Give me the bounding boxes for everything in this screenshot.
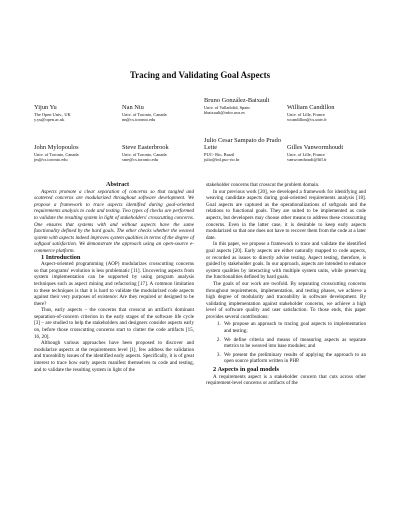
right-column	[206, 182, 366, 387]
body-paragraph: Aspect-oriented programming (AOP) modularizes crosscutting concerns so that programs' evolution is less problematic [11]. Uncovering aspects from system implementation can be supported by using program analysis techniques such as aspect mining and refactoring [17]. A common limitation to these techniques is that it is hard to validate the modularized code aspects against their very purposes of existence: Are they required or designed to be there?	[34, 261, 194, 307]
author-affiliation: PUC- Rio, Brazil	[204, 152, 235, 157]
contribution-list	[206, 321, 366, 365]
author-email: bbaixauli@infor.uva.es	[204, 110, 245, 115]
author-block	[122, 104, 202, 122]
author-name: Bruno González-Baixauli	[204, 97, 270, 104]
list-item: 3. We present the preliminary results of applying the approach to an open source platform written in PHP.	[222, 352, 366, 365]
author-name: Nan Niu	[122, 104, 144, 111]
paper-title: Tracing and Validating Goal Aspects	[129, 70, 271, 80]
section-heading-aspects: 2 Aspects in goal models	[213, 366, 280, 374]
author-affiliation: Univ. of Lille, France	[287, 112, 325, 117]
author-name: William Candillon	[287, 104, 335, 111]
author-email: julio@inf.puc-rio.br	[204, 157, 240, 162]
author-block	[34, 144, 116, 162]
abstract-text: Aspects promote a clear separation of concerns so that tangled and scattered concerns are modularized throughout software development. We propose a framework to trace aspects identified during goal-oriented requirements analysis to code and testing. Two types of checks are performed to validate the resulting system in light of stakeholders' crosscutting concerns. One ensures that systems with and without aspects have the same functionality defined by the hard goals. The other checks whether the weaved system with aspects indeed improves system qualities in terms of the degree of softgoal satisfaction. We demonstrate the approach using an open-source e-commerce platform.	[34, 188, 194, 254]
list-item: 2. We define criteria and means of measuring aspects as separate metrics to be weaved into base modules; and	[222, 337, 366, 350]
author-name: Steve Easterbrook	[122, 144, 169, 151]
author-email: y.yu@open.ac.uk	[34, 117, 65, 122]
left-column	[34, 182, 194, 373]
author-affiliation: Univ. of Toronto, Canada	[34, 152, 79, 157]
section-heading-introduction: 1 Introduction	[41, 253, 81, 261]
author-name: Gilles Vanwormhoudt	[287, 144, 344, 151]
body-paragraph: In this paper, we propose a framework to trace and validate the identified goal aspects [20]. Early aspects are either naturally mapped to code aspects, or recorded as issues to directly advise testing. Aspect testing, therefore, is guided by stakeholder goals. In our approach, aspects are intended to enhance system qualities by interacting with multiple system units, while preserving the functionalities defined by hard goals.	[206, 241, 366, 281]
author-email: jm@cs.toronto.edu	[34, 157, 68, 162]
body-paragraph: Thus, early aspects – the concerns that crosscut an artifact's dominant separation-of-concern criterion in the early stages of the software life cycle [3] – are studied to help the stakeholders and designers consider aspects early on, before those crosscutting concerns start to clutter the code artifacts [15, 16, 20].	[34, 307, 194, 340]
body-paragraph: Although various approaches have been proposed to discover and modularize aspects at the requirements level [1], few address the validation and traceability issues of the identified early aspects. Specifically, it is of great interest to trace how early aspects manifest themselves to code and testing, and to validate the resulting system in light of the	[34, 340, 194, 373]
author-affiliation: Univ. of Valladolid, Spain	[204, 105, 250, 110]
author-name: Julio Cesar Sampaio do Prado Leite	[204, 137, 282, 151]
author-block	[204, 137, 286, 162]
list-item: 1. We propose an approach to tracing goal aspects to implementation and testing;	[222, 321, 366, 334]
author-email: nn@cs.toronto.edu	[122, 117, 156, 122]
author-affiliation: Univ. of Lille, France	[287, 152, 325, 157]
author-block	[204, 97, 286, 115]
author-name: John Mylopoulos	[34, 144, 79, 151]
body-paragraph: In our previous work [20], we developed a framework for identifying and weaving candidate aspects during goal-oriented requirements analysis [18]. Goal aspects are captured as the operationalizations of softgoals and the relations to functional goals. They are suited to be implemented as code aspects, but developers may choose other means to address these crosscutting concerns. Even in the latter case, it is desirable to keep early aspects modularized so that one does not have to recover them from the code at a later date.	[206, 188, 366, 241]
body-paragraph: stakeholder concerns that crosscut the problem domain.	[206, 182, 320, 188]
author-email: vanwormhoudt@lifl.fr	[287, 157, 327, 162]
author-name: Yijun Yu	[34, 104, 57, 111]
author-block	[122, 144, 204, 162]
author-affiliation: The Open Univ., UK	[34, 112, 71, 117]
body-paragraph: A requirements aspect is a stakeholder concern that cuts across other requirement-level concerns or artifacts of the	[206, 373, 366, 387]
author-block	[287, 104, 369, 122]
body-paragraph: The goals of our work are twofold. By separating crosscutting concerns throughout requirements, implementation, and testing phases, we achieve a high degree of modularity and traceability in software development. By validating implementation against stakeholder concerns, we achieve a high level of software quality and user satisfaction. To those ends, this paper provides several contributions:	[206, 280, 366, 320]
author-block	[287, 144, 369, 162]
author-block	[34, 104, 114, 122]
author-email: wcandillon@cs.univ.fr	[287, 117, 327, 122]
author-affiliation: Univ. of Toronto, Canada	[122, 152, 167, 157]
author-email: sme@cs.toronto.edu	[122, 157, 158, 162]
abstract-heading: Abstract	[105, 181, 130, 188]
author-affiliation: Univ. of Toronto, Canada	[122, 112, 167, 117]
